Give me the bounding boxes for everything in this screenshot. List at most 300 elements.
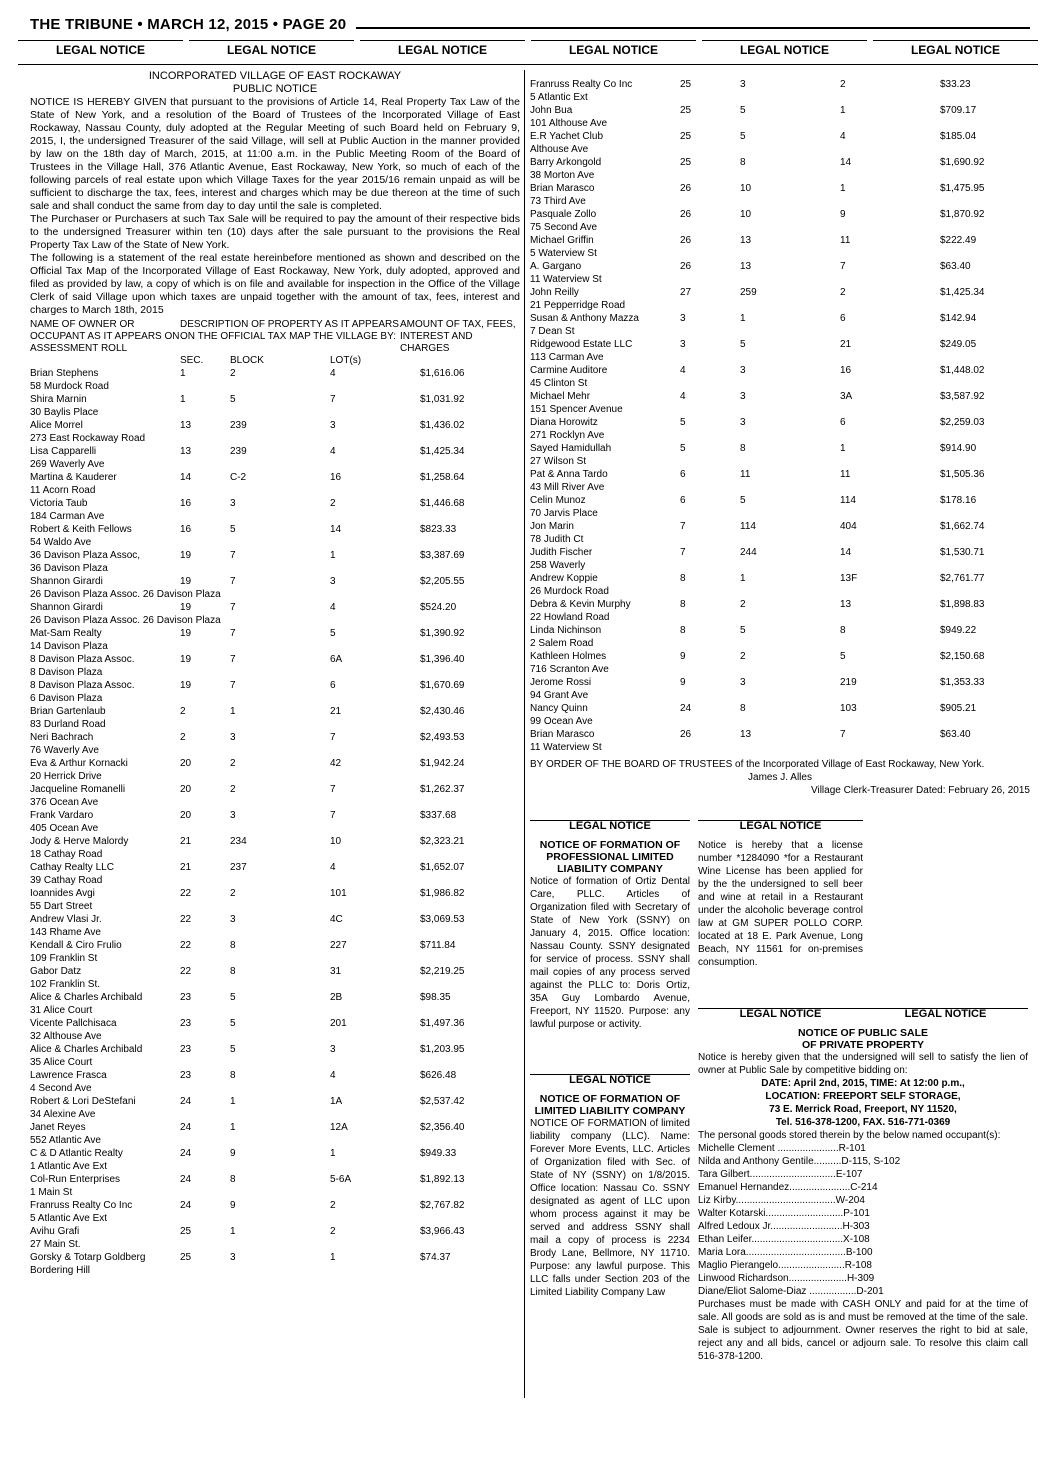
sale-phone: Tel. 516-378-1200, FAX. 516-771-0369 bbox=[775, 1117, 951, 1128]
block-value: 11 bbox=[740, 469, 751, 480]
address-line: 11 Waterview St bbox=[530, 742, 602, 753]
table-row bbox=[530, 598, 1030, 624]
sale-address: 73 E. Merrick Road, Freeport, NY 11520, bbox=[769, 1104, 957, 1115]
table-row bbox=[30, 445, 520, 471]
sec-value: 20 bbox=[180, 810, 192, 821]
signer-title: Village Clerk-Treasurer Dated: February 26, 2015 bbox=[811, 785, 1030, 796]
block-value: 2 bbox=[230, 888, 236, 899]
owner-name: Neri Bachrach bbox=[30, 732, 94, 743]
owner-name: Brian Stephens bbox=[30, 368, 99, 379]
legal-notice-label: LEGAL NOTICE bbox=[531, 40, 696, 57]
lot-value: 219 bbox=[840, 677, 857, 688]
owner-name: Robert & Keith Fellows bbox=[30, 524, 132, 535]
table-row bbox=[30, 965, 520, 991]
block-value: 9 bbox=[230, 1200, 236, 1211]
table-row bbox=[530, 78, 1030, 104]
address-line: 101 Althouse Ave bbox=[530, 118, 608, 129]
address-line: 8 Davison Plaza bbox=[30, 667, 103, 678]
left-subheaders bbox=[30, 355, 520, 367]
lot-value: 1 bbox=[840, 443, 846, 454]
amount-value: $1,505.36 bbox=[940, 469, 985, 480]
block-value: 1 bbox=[740, 313, 746, 324]
sec-value: 25 bbox=[680, 157, 692, 168]
sec-value: 20 bbox=[180, 784, 192, 795]
lot-value: 8 bbox=[840, 625, 846, 636]
amount-value: $1,425.34 bbox=[940, 287, 985, 298]
signer: James J. Alles bbox=[748, 772, 812, 783]
left-heading-1: INCORPORATED VILLAGE OF EAST ROCKAWAY bbox=[148, 70, 402, 82]
table-row bbox=[530, 520, 1030, 546]
lot-value: 13 bbox=[840, 599, 852, 610]
lot-value: 14 bbox=[840, 157, 852, 168]
sec-value: 26 bbox=[680, 729, 692, 740]
address-line: 34 Alexine Ave bbox=[30, 1109, 96, 1120]
block-value: 8 bbox=[230, 940, 236, 951]
lot-value: 4 bbox=[840, 131, 846, 142]
owner-name: C & D Atlantic Realty bbox=[30, 1148, 123, 1159]
block-value: 114 bbox=[740, 521, 756, 532]
block-value: 10 bbox=[740, 209, 752, 220]
lot-value: 21 bbox=[330, 706, 342, 717]
address-line: 5 Atlantic Ave Ext bbox=[30, 1213, 108, 1224]
sec-value: 24 bbox=[680, 703, 692, 714]
legal-notice-label: LEGAL NOTICE bbox=[904, 1008, 987, 1020]
block-value: 5 bbox=[230, 394, 236, 405]
occupant-item: Walter Kotarski............................P-101 bbox=[698, 1208, 870, 1219]
masthead-title: THE TRIBUNE • MARCH 12, 2015 • PAGE 20 bbox=[30, 15, 347, 33]
right-records bbox=[530, 78, 1030, 754]
address-line: 32 Althouse Ave bbox=[30, 1031, 102, 1042]
table-row bbox=[530, 182, 1030, 208]
block-value: 8 bbox=[740, 443, 746, 454]
block-value: 244 bbox=[740, 547, 757, 558]
owner-name: Martina & Kauderer bbox=[30, 472, 117, 483]
lot-value: 4 bbox=[330, 862, 336, 873]
address-line: 716 Scranton Ave bbox=[530, 664, 609, 675]
sec-value: 22 bbox=[180, 888, 192, 899]
address-line: 4 Second Ave bbox=[30, 1083, 92, 1094]
legal-notice-label: LEGAL NOTICE bbox=[739, 1008, 822, 1020]
address-line: 143 Rhame Ave bbox=[30, 927, 101, 938]
owner-name: Michael Griffin bbox=[530, 235, 594, 246]
owner-name: Diana Horowitz bbox=[530, 417, 598, 428]
address-line: 39 Cathay Road bbox=[30, 875, 103, 886]
address-line: 109 Franklin St bbox=[30, 953, 98, 964]
table-row bbox=[30, 991, 520, 1017]
block-value: 8 bbox=[740, 703, 746, 714]
sec-value: 19 bbox=[180, 654, 192, 665]
owner-name: Frank Vardaro bbox=[30, 810, 94, 821]
address-line: 83 Durland Road bbox=[30, 719, 106, 730]
table-row bbox=[530, 364, 1030, 390]
amount-value: $1,203.95 bbox=[420, 1044, 465, 1055]
lot-value: 12A bbox=[330, 1122, 348, 1133]
order-line: BY ORDER OF THE BOARD OF TRUSTEES of the Incorporated Village of East Rockaway, New York. bbox=[530, 759, 985, 770]
amount-value: $949.22 bbox=[940, 625, 977, 636]
block-value: 3 bbox=[230, 498, 236, 509]
owner-name: Judith Fischer bbox=[530, 547, 593, 558]
lot-value: 2 bbox=[330, 498, 336, 509]
sale-date: DATE: April 2nd, 2015, TIME: At 12:00 p.m., bbox=[761, 1078, 965, 1089]
owner-name: Brian Gartenlaub bbox=[30, 706, 106, 717]
lot-value: 1A bbox=[330, 1096, 343, 1107]
owner-name: Andrew Koppie bbox=[530, 573, 598, 584]
lot-value: 7 bbox=[840, 261, 846, 272]
sec-value: 9 bbox=[680, 677, 686, 688]
occupant-item: Maria Lora....................................B-100 bbox=[698, 1247, 873, 1258]
amount-value: $2,219.25 bbox=[420, 966, 465, 977]
block-value: 234 bbox=[230, 836, 247, 847]
table-row bbox=[530, 338, 1030, 364]
sec-value: 24 bbox=[180, 1174, 192, 1185]
table-row bbox=[530, 572, 1030, 598]
owner-name: Mat-Sam Realty bbox=[30, 628, 102, 639]
amount-value: $178.16 bbox=[940, 495, 977, 506]
address-line: 55 Dart Street bbox=[30, 901, 93, 912]
sec-value: 27 bbox=[680, 287, 692, 298]
amount-value: $1,353.33 bbox=[940, 677, 985, 688]
owner-name: Pat & Anna Tardo bbox=[530, 469, 608, 480]
amount-value: $98.35 bbox=[420, 992, 451, 1003]
block-value: 3 bbox=[740, 365, 746, 376]
formation-title: NOTICE OF FORMATION OF LIMITED LIABILITY COMPANY bbox=[534, 1093, 686, 1117]
block-value: 5 bbox=[740, 495, 746, 506]
sec-value: 25 bbox=[680, 131, 692, 142]
table-row bbox=[30, 679, 520, 705]
legal-notice-label: LEGAL NOTICE bbox=[569, 820, 651, 832]
lot-value: 2B bbox=[330, 992, 343, 1003]
owner-name: 8 Davison Plaza Assoc. bbox=[30, 680, 135, 691]
legal-notice-label: LEGAL NOTICE bbox=[18, 40, 183, 57]
table-row bbox=[530, 234, 1030, 260]
lot-value: 1 bbox=[330, 1252, 336, 1263]
sec-value: 4 bbox=[680, 365, 686, 376]
amount-value: $823.33 bbox=[420, 524, 457, 535]
block-value: 8 bbox=[230, 1070, 236, 1081]
block-value: 3 bbox=[740, 391, 746, 402]
table-row bbox=[30, 1173, 520, 1199]
amount-value: $1,530.71 bbox=[940, 547, 985, 558]
sec-value: 9 bbox=[680, 651, 686, 662]
owner-name: John Bua bbox=[530, 105, 573, 116]
amount-value: $1,662.74 bbox=[940, 521, 985, 532]
lot-value: 4 bbox=[330, 368, 336, 379]
sec-value: 21 bbox=[180, 836, 192, 847]
address-line: Bordering Hill bbox=[30, 1265, 91, 1276]
address-line: 552 Atlantic Ave bbox=[30, 1135, 101, 1146]
sale-intro: Notice is hereby given that the undersigned will sell to satisfy the lien of owner at Public Sale by competitive bidding on: bbox=[698, 1052, 1028, 1076]
amount-value: $1,670.69 bbox=[420, 680, 465, 691]
table-row bbox=[530, 208, 1030, 234]
address-line: 2 Salem Road bbox=[530, 638, 594, 649]
table-row bbox=[30, 549, 520, 575]
left-paragraph-1: NOTICE IS HEREBY GIVEN that pursuant to the provisions of Article 14, Real Property Tax Law of the State of New York, and a resolution of the Board of Trustees of the Incorporated Village of East Rockaway, Nassau County, duly adopted at the Regular Meeting of such Board held on February 9, 2015, I, the undersigned Treasurer of the said Village, will sell at Public Auction in the manner provided by law on the 18th day of March, 2015, at 11:00 a.m. in the Public Meeting Room of the Board of Trustees in the Village Hall, 376 Atlantic Avenue, East Rockaway, New York, so much of each of the following parcels of real estate upon which Village Taxes for the year 2015/16 remain unpaid as will be sufficient to discharge the tax, fees, interest and charges which may be due thereon at the time of such sale and shall conduct the same from day to day until the sale is completed. bbox=[30, 96, 520, 212]
block-value: 9 bbox=[230, 1148, 236, 1159]
amount-value: $2,205.55 bbox=[420, 576, 465, 587]
block-value: 2 bbox=[740, 651, 746, 662]
lot-value: 31 bbox=[330, 966, 342, 977]
block-value: 13 bbox=[740, 235, 752, 246]
table-row bbox=[530, 312, 1030, 338]
lot-value: 7 bbox=[330, 394, 336, 405]
public-sale-notice bbox=[698, 1008, 1028, 1469]
block-value: 3 bbox=[230, 914, 236, 925]
license-text: Notice is hereby that a license number *1284090 *for a Restaurant Wine License has been applied for by the the undersigned to sell beer and wine at retail in a Restaurant under the alcoholic beverage control law at GM SUPER POLLO CORP. located at 18 E. Park Avenue, Long Beach, NY 11561 for on-premises consumption. bbox=[698, 840, 863, 968]
left-heading-2: PUBLIC NOTICE bbox=[232, 83, 318, 95]
lot-value: 21 bbox=[840, 339, 852, 350]
occupant-item: Nilda and Anthony Gentile..........D-115, S-102 bbox=[698, 1156, 901, 1167]
lot-value: 11 bbox=[840, 235, 851, 246]
legal-notice-header-row bbox=[18, 40, 1038, 57]
sec-value: 1 bbox=[180, 394, 186, 405]
lot-value: 16 bbox=[330, 472, 342, 483]
amount-value: $914.90 bbox=[940, 443, 977, 454]
block-value: 3 bbox=[230, 810, 236, 821]
lot-value: 9 bbox=[840, 209, 846, 220]
amount-value: $1,942.24 bbox=[420, 758, 465, 769]
block-value: 1 bbox=[230, 1096, 236, 1107]
block-value: 5 bbox=[230, 1018, 236, 1029]
address-line: 11 Acorn Road bbox=[30, 485, 96, 496]
header-divider bbox=[18, 64, 1038, 65]
owner-name: Nancy Quinn bbox=[530, 703, 588, 714]
occupant-item: Michelle Clement ......................R-101 bbox=[698, 1143, 866, 1154]
table-row bbox=[30, 367, 520, 393]
sec-value: 19 bbox=[180, 628, 192, 639]
lot-value: 1 bbox=[330, 1148, 336, 1159]
owner-name: Gabor Datz bbox=[30, 966, 82, 977]
legal-notice-label: LEGAL NOTICE bbox=[739, 820, 822, 832]
owner-name: Lisa Capparelli bbox=[30, 446, 97, 457]
lot-value: 42 bbox=[330, 758, 342, 769]
amount-value: $524.20 bbox=[420, 602, 457, 613]
sale-close: Purchases must be made with CASH ONLY and paid for at the time of sale. All goods are sold as is and must be removed at the time of the sale. Sale is subject to adjournment. Owner reserves the right to bid at sale, reject any and all bids, cancel or adjourn sale. To resolve this claim call 516-378-1200. bbox=[698, 1299, 1028, 1362]
owner-name: 36 Davison Plaza Assoc, bbox=[30, 550, 141, 561]
address-line: 36 Davison Plaza bbox=[30, 563, 108, 574]
address-line: 5 Atlantic Ext bbox=[530, 92, 588, 103]
sale-location: LOCATION: FREEPORT SELF STORAGE, bbox=[765, 1091, 961, 1102]
address-line: 7 Dean St bbox=[530, 326, 575, 337]
amount-value: $249.05 bbox=[940, 339, 977, 350]
table-row bbox=[30, 1147, 520, 1173]
sec-value: 25 bbox=[680, 79, 692, 90]
owner-name: Brian Marasco bbox=[530, 183, 595, 194]
owner-name: Eva & Arthur Kornacki bbox=[30, 758, 128, 769]
lot-value: 3 bbox=[330, 1044, 336, 1055]
sec-header: SEC. bbox=[180, 355, 204, 366]
table-row bbox=[530, 676, 1030, 702]
address-line: 26 Davison Plaza Assoc. 26 Davison Plaza bbox=[30, 589, 221, 600]
sec-value: 4 bbox=[680, 391, 686, 402]
amount-value: $337.68 bbox=[420, 810, 457, 821]
block-value: 259 bbox=[740, 287, 757, 298]
owner-name: Col-Run Enterprises bbox=[30, 1174, 121, 1185]
owner-name: Kathleen Holmes bbox=[530, 651, 607, 662]
block-value: 5 bbox=[740, 625, 746, 636]
address-line: 269 Waverly Ave bbox=[30, 459, 105, 470]
description-header: DESCRIPTION OF PROPERTY AS IT APPEARS ON THE OFFICIAL TAX MAP THE VILLAGE BY: bbox=[180, 319, 399, 342]
block-value: 237 bbox=[230, 862, 247, 873]
amount-value: $1,870.92 bbox=[940, 209, 985, 220]
table-row bbox=[30, 757, 520, 783]
block-value: 1 bbox=[230, 1226, 236, 1237]
block-value: 5 bbox=[230, 524, 236, 535]
block-value: 5 bbox=[230, 992, 236, 1003]
left-records bbox=[30, 367, 520, 1277]
table-row bbox=[30, 1069, 520, 1095]
table-row bbox=[530, 156, 1030, 182]
sec-value: 26 bbox=[680, 209, 692, 220]
amount-value: $1,898.83 bbox=[940, 599, 985, 610]
block-value: 5 bbox=[740, 339, 746, 350]
owner-name: Jerome Rossi bbox=[530, 677, 592, 688]
address-line: 184 Carman Ave bbox=[30, 511, 105, 522]
lot-value: 2 bbox=[330, 1200, 336, 1211]
owner-name: Sayed Hamidullah bbox=[530, 443, 612, 454]
address-line: 376 Ocean Ave bbox=[30, 797, 99, 808]
owner-name: Alice Morrel bbox=[30, 420, 83, 431]
address-line: 78 Judith Ct bbox=[530, 534, 584, 545]
amount-value: $1,258.64 bbox=[420, 472, 465, 483]
amount-value: $2,323.21 bbox=[420, 836, 465, 847]
table-row bbox=[30, 627, 520, 653]
amount-value: $2,150.68 bbox=[940, 651, 985, 662]
address-line: 14 Davison Plaza bbox=[30, 641, 108, 652]
owner-name: Jacqueline Romanelli bbox=[30, 784, 126, 795]
legal-notice-label: LEGAL NOTICE bbox=[569, 1074, 651, 1086]
owner-name: Brian Marasco bbox=[530, 729, 595, 740]
left-paragraph-3: The following is a statement of the real estate hereinbefore mentioned as shown and described on the Official Tax Map of the Incorporated Village of East Rockaway, New York, duly adopted, approved and filed as provided by law, a copy of which is on file and available for inspection in the Office of the Village Clerk of said Village upon which taxes are unpaid together with the amount of tax, fees, interest and charges to March 18th, 2015 bbox=[30, 252, 520, 316]
table-row bbox=[30, 497, 520, 523]
sec-value: 25 bbox=[180, 1226, 192, 1237]
owner-name: E.R Yachet Club bbox=[530, 131, 604, 142]
amount-value: $2,767.82 bbox=[420, 1200, 465, 1211]
address-line: 35 Alice Court bbox=[30, 1057, 93, 1068]
amount-value: $949.33 bbox=[420, 1148, 457, 1159]
sec-value: 6 bbox=[680, 495, 686, 506]
address-line: 273 East Rockaway Road bbox=[30, 433, 146, 444]
sec-value: 19 bbox=[180, 680, 192, 691]
sec-value: 23 bbox=[180, 1018, 192, 1029]
address-line: 151 Spencer Avenue bbox=[530, 404, 623, 415]
left-column-headers bbox=[30, 319, 520, 355]
table-row bbox=[30, 471, 520, 497]
address-line: 43 Mill River Ave bbox=[530, 482, 605, 493]
block-value: 239 bbox=[230, 446, 247, 457]
lot-value: 3A bbox=[840, 391, 853, 402]
owner-name: Janet Reyes bbox=[30, 1122, 86, 1133]
sec-value: 13 bbox=[180, 420, 192, 431]
amount-value: $3,587.92 bbox=[940, 391, 985, 402]
lot-value: 5 bbox=[840, 651, 846, 662]
sec-value: 16 bbox=[180, 524, 192, 535]
amount-value: $3,966.43 bbox=[420, 1226, 465, 1237]
owner-name: Ioannides Avgi bbox=[30, 888, 95, 899]
sec-value: 26 bbox=[680, 235, 692, 246]
sec-value: 8 bbox=[680, 573, 686, 584]
table-row bbox=[530, 416, 1030, 442]
amount-value: $1,262.37 bbox=[420, 784, 465, 795]
masthead-rule bbox=[356, 27, 1030, 29]
sale-title-2: OF PRIVATE PROPERTY bbox=[801, 1039, 925, 1051]
table-row bbox=[30, 887, 520, 913]
block-value: 13 bbox=[740, 261, 752, 272]
owner-name: Shannon Girardi bbox=[30, 576, 103, 587]
block-value: 5 bbox=[740, 105, 746, 116]
table-row bbox=[30, 601, 520, 627]
sec-value: 5 bbox=[680, 417, 686, 428]
owner-name: Jon Marin bbox=[530, 521, 574, 532]
occupant-item: Diane/Eliot Salome-Diaz .................D-201 bbox=[698, 1286, 884, 1297]
address-line: 1 Atlantic Ave Ext bbox=[30, 1161, 108, 1172]
sec-value: 6 bbox=[680, 469, 686, 480]
block-value: 7 bbox=[230, 654, 236, 665]
formation-notice-2 bbox=[530, 1074, 690, 1405]
sec-value: 2 bbox=[180, 732, 186, 743]
right-column bbox=[530, 78, 1030, 1362]
table-row bbox=[30, 731, 520, 757]
sec-value: 22 bbox=[180, 940, 192, 951]
legal-notice-label: LEGAL NOTICE bbox=[189, 40, 354, 57]
sec-value: 26 bbox=[680, 183, 692, 194]
lot-value: 201 bbox=[330, 1018, 347, 1029]
address-line: 26 Davison Plaza Assoc. 26 Davison Plaza bbox=[30, 615, 221, 626]
amount-value: $1,446.68 bbox=[420, 498, 465, 509]
table-row bbox=[530, 468, 1030, 494]
address-line: 18 Cathay Road bbox=[30, 849, 103, 860]
legal-notice-label: LEGAL NOTICE bbox=[360, 40, 525, 57]
amount-value: $2,430.46 bbox=[420, 706, 465, 717]
address-line: 405 Ocean Ave bbox=[30, 823, 99, 834]
owner-name: Victoria Taub bbox=[30, 498, 88, 509]
sec-value: 23 bbox=[180, 992, 192, 1003]
sec-value: 24 bbox=[180, 1148, 192, 1159]
sec-value: 22 bbox=[180, 914, 192, 925]
amount-value: $185.04 bbox=[940, 131, 977, 142]
owner-name: Susan & Anthony Mazza bbox=[530, 313, 639, 324]
lot-value: 3 bbox=[330, 576, 336, 587]
sec-value: 24 bbox=[180, 1096, 192, 1107]
block-value: 13 bbox=[740, 729, 752, 740]
legal-notice-label: LEGAL NOTICE bbox=[702, 40, 867, 57]
table-row bbox=[530, 390, 1030, 416]
table-row bbox=[530, 130, 1030, 156]
table-row bbox=[30, 809, 520, 835]
owner-name: Franruss Realty Co Inc bbox=[530, 79, 633, 90]
owner-name: Michael Mehr bbox=[530, 391, 591, 402]
address-line: Althouse Ave bbox=[530, 144, 589, 155]
sec-value: 23 bbox=[180, 1070, 192, 1081]
occupant-item: Tara Gilbert...............................E-107 bbox=[698, 1169, 863, 1180]
table-row bbox=[30, 783, 520, 809]
block-value: 5 bbox=[740, 131, 746, 142]
formation-text: NOTICE OF FORMATION of limited liability company (LLC). Name: Forever More Events, LLC. Articles of Organization filed with Sec. of State of NY (SSNY) on 1/8/2015. Office location: Nassau Co. SSNY designated as agent of LLC upon whom process against it may be served and address SSNY shall mail a copy of process is 2234 Brody Lane, Bellmore, NY 11710. Purpose: any lawful purpose. This LLC falls under Section 203 of the Limited Liability Company Law bbox=[530, 1118, 690, 1298]
lot-value: 13F bbox=[840, 573, 858, 584]
block-value: 7 bbox=[230, 602, 236, 613]
lot-header: LOT(s) bbox=[330, 355, 362, 366]
amount-value: $2,761.77 bbox=[940, 573, 985, 584]
sec-value: 8 bbox=[680, 599, 686, 610]
amount-value: $1,425.34 bbox=[420, 446, 465, 457]
owner-name: Pasquale Zollo bbox=[530, 209, 597, 220]
owner-name: Franruss Realty Co Inc bbox=[30, 1200, 133, 1211]
owner-name: Avihu Grafi bbox=[30, 1226, 80, 1237]
owner-name: Celin Munoz bbox=[530, 495, 586, 506]
lot-value: 16 bbox=[840, 365, 852, 376]
sale-goods: The personal goods stored therein by the below named occupant(s): bbox=[698, 1130, 1001, 1141]
table-row bbox=[530, 702, 1030, 728]
lot-value: 6A bbox=[330, 654, 343, 665]
